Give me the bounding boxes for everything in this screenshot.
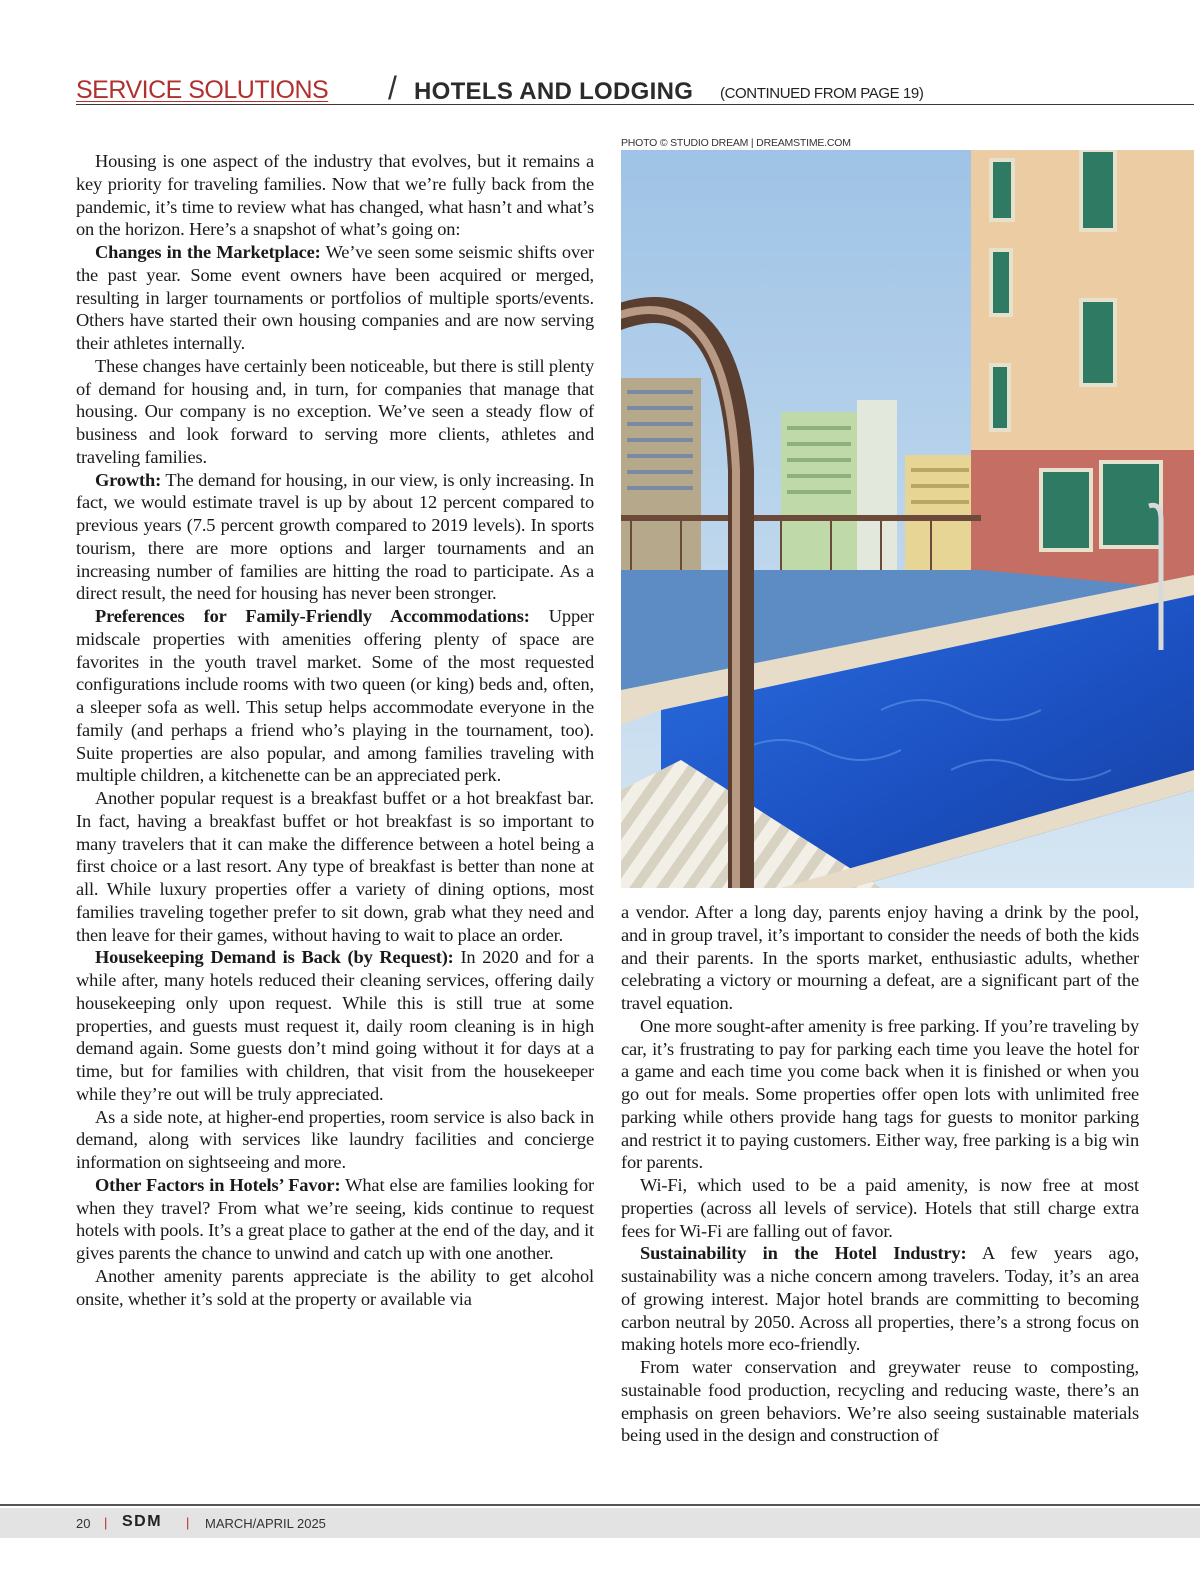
footer-rule xyxy=(0,1504,1200,1506)
paragraph-subhead: Growth: xyxy=(95,469,162,490)
article-paragraph xyxy=(76,605,594,787)
paragraph-text: The demand for housing, in our view, is only increasing. In fact, we would estimate travel is up by about 12 percent compared to previous years (7.5 percent growth compared to 2019 levels). In sports tourism, there are more options and larger tournaments and an increasing number of families are hitting the road to participate. As a direct result, the need for housing has never been stronger. xyxy=(76,469,594,604)
continued-note: (CONTINUED FROM PAGE 19) xyxy=(720,85,924,102)
paragraph-text: a vendor. After a long day, parents enjoy having a drink by the pool, and in group travel, it’s important to consider the needs of both the kids and their parents. In the sports market, enthusiastic adults, whether celebrating a victory or mourning a defeat, are a significant part of the travel equation. xyxy=(621,902,1139,1013)
article-paragraph xyxy=(76,1174,594,1265)
header-slash: / xyxy=(388,70,397,106)
article-paragraph xyxy=(76,241,594,355)
paragraph-text: Upper midscale properties with amenities offering plenty of space are favorites in the youth travel market. Some of the most requested configurations include rooms with two queen (or king) beds and, often, a sleeper sofa as well. This setup helps accommodate everyone in the family (and perhaps a friend who’s playing in the tournament, too). Suite properties are also popular, and among families traveling with multiple children, a kitchenette can be an appreciated perk. xyxy=(76,606,594,786)
paragraph-subhead: Housekeeping Demand is Back (by Request): xyxy=(95,947,454,968)
article-paragraph xyxy=(76,1106,594,1174)
paragraph-text: Housing is one aspect of the industry that evolves, but it remains a key priority for traveling families. Now that we’re fully back from the pandemic, it’s time to review what has changed, what hasn’t and what’s on the horizon. Here’s a snapshot of what’s going on: xyxy=(76,151,594,240)
paragraph-text: These changes have certainly been noticeable, but there is still plenty of demand for housing and, in turn, for companies that manage that housing. Our company is no exception. We’ve seen a steady flow of business and look forward to serving more clients, athletes and traveling families. xyxy=(76,355,594,467)
article-paragraph xyxy=(621,901,1139,1015)
pool-illustration xyxy=(621,150,1194,888)
page-footer xyxy=(0,1508,1200,1538)
footer-separator: | xyxy=(104,1515,108,1530)
paragraph-text: Another popular request is a breakfast buffet or a hot breakfast bar. In fact, having a breakfast buffet or hot breakfast is so important to many travelers that it can make the difference between a hotel being a first choice or a last resort. Any type of breakfast is better than none at all. While luxury properties offer a variety of dining options, most families traveling together prefer to sit down, grab what they need and then leave for their games, without having to wait to place an order. xyxy=(76,788,594,945)
page-header xyxy=(76,72,1194,105)
article-paragraph xyxy=(76,1265,594,1311)
paragraph-text: Another amenity parents appreciate is the ability to get alcohol onsite, whether it’s sold at the property or available via xyxy=(76,1265,594,1309)
article-paragraph xyxy=(76,946,594,1105)
article-paragraph xyxy=(621,1356,1139,1447)
section-label: SERVICE SOLUTIONS xyxy=(76,76,329,104)
paragraph-text: From water conservation and greywater reuse to composting, sustainable food production, recycling and reducing waste, there’s an emphasis on green behaviors. We’re also seeing sustainable materials being used in the design and construction of xyxy=(621,1357,1139,1446)
footer-separator: | xyxy=(186,1515,190,1530)
paragraph-text: As a side note, at higher-end properties, room service is also back in demand, along with services like laundry facilities and concierge information on sightseeing and more. xyxy=(76,1106,594,1172)
article-paragraph xyxy=(621,1015,1139,1174)
magazine-logo: SDM xyxy=(122,1513,163,1530)
hotel-pool-photo xyxy=(621,150,1194,888)
article-paragraph xyxy=(76,787,594,946)
article-paragraph xyxy=(621,1174,1139,1242)
article-paragraph xyxy=(76,150,594,241)
page-title: HOTELS AND LODGING xyxy=(414,78,694,105)
paragraph-text: We’ve seen some seismic shifts over the past year. Some event owners have been acquired or merged, resulting in larger tournaments or portfolios of multiple sports/events. Others have started their own housing companies and are now serving their athletes internally. xyxy=(76,242,595,353)
article-paragraph xyxy=(76,469,594,606)
paragraph-subhead: Preferences for Family-Friendly Accommodations: xyxy=(95,606,530,626)
paragraph-subhead: Other Factors in Hotels’ Favor: xyxy=(95,1174,341,1195)
article-column-right xyxy=(621,901,1139,1447)
paragraph-text: A few years ago, sustainability was a niche concern among travelers. Today, it’s an area of growing interest. Major hotel brands are committing to becoming carbon neutral by 2050. Across all properties, there’s a strong focus on making hotels more eco-friendly. xyxy=(621,1243,1139,1355)
article-column-left xyxy=(76,150,594,1310)
paragraph-subhead: Changes in the Marketplace: xyxy=(95,242,321,262)
article-paragraph xyxy=(621,1242,1139,1356)
paragraph-text: What else are families looking for when they travel? From what we’re seeing, kids continue to request hotels with pools. It’s a great place to gather at the end of the day, and it gives parents the chance to unwind and catch up with one another. xyxy=(76,1174,594,1263)
paragraph-text: In 2020 and for a while after, many hotels reduced their cleaning services, offering daily housekeeping only upon request. While this is still true at some properties, and guests must request it, daily room cleaning is in high demand again. Some guests don’t mind going without it for days at a time, but for families with children, that visit from the housekeeper while they’re out will be truly appreciated. xyxy=(76,947,594,1104)
paragraph-text: Wi-Fi, which used to be a paid amenity, is now free at most properties (across all levels of service). Hotels that still charge extra fees for Wi-Fi are falling out of favor. xyxy=(621,1175,1139,1241)
page-number: 20 xyxy=(76,1516,91,1531)
article-paragraph xyxy=(76,355,594,469)
photo-credit: PHOTO © STUDIO DREAM | DREAMSTIME.COM xyxy=(621,137,851,149)
issue-date: MARCH/APRIL 2025 xyxy=(205,1516,326,1531)
paragraph-subhead: Sustainability in the Hotel Industry: xyxy=(640,1243,967,1264)
paragraph-text: One more sought-after amenity is free parking. If you’re traveling by car, it’s frustrating to pay for parking each time you leave the hotel for a game and each time you come back when it is finished or when you go out for meals. Some properties offer open lots with unlimited free parking while others provide hang tags for guests to monitor parking and restrict it to paying customers. Either way, free parking is a big win for parents. xyxy=(621,1015,1139,1173)
